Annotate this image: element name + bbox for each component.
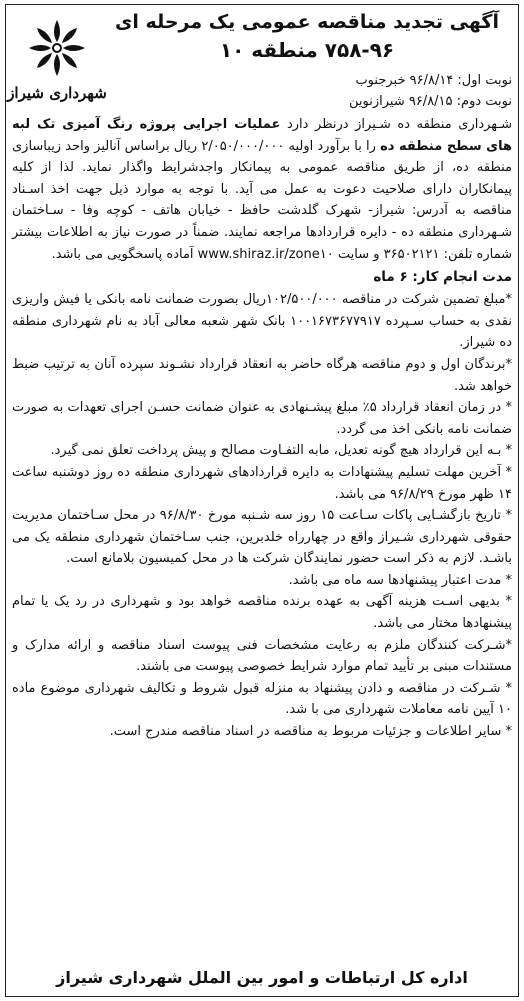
shiraz-municipality-logo-icon <box>25 16 89 80</box>
website-link[interactable]: www.shiraz.ir/zone۱۰ <box>197 246 334 262</box>
condition-item: *برندگان اول و دوم مناقصه هرگاه حاضر به انعقاد قرارداد نشـوند سپرده آنان به ترتیب ضبط خواهد شد. <box>12 356 512 394</box>
issuer-signature: اداره کل ارتباطات و امور بین الملل شهرداری شیراز <box>56 968 468 987</box>
work-duration: مدت انجام کار: ۶ ماه <box>373 269 512 286</box>
second-edition: نوبت دوم: ۹۶/۸/۱۵ شیرازنوین <box>348 94 512 109</box>
condition-item: *مبلغ تضمین شرکت در مناقصه ۱۰۲/۵۰۰/۰۰۰ریال بصورت ضمانت نامه بانکی یا فیش واریزی نقدی به حساب سـپرده ۱۰۰۱۶۷۳۶۷۷۹۱۷ بانک شهر شعبه معالی آباد به نام شهرداری منطقه ده شیراز. <box>12 292 512 351</box>
condition-item: * سایر اطلاعات و جزئیات مربوط به مناقصه در اسناد مناقصه مندرج است. <box>109 724 512 740</box>
intro-a: شـهرداری منطقه ده شـیراز درنظر دارد <box>280 117 512 132</box>
condition-item: * بـه این قرارداد هیچ گونه تعدیل، مابه التفـاوت مصالح و پیش پرداخت تعلق نمی گیرد. <box>50 443 512 459</box>
condition-item: * شـرکت در مناقصه و دادن پیشنهاد به منزله قبول شروط و تکالیف شهرداری موضوع ماده ۱۰ آیین نامه معاملات شهرداری می با شد. <box>12 680 512 718</box>
condition-item: * آخرین مهلت تسلیم پیشنهادات به دایره قراردادهای شهرداری منطقه ده روز دوشنبه ساعت ۱۴ ظهر مورخ ۹۶/۸/۲۹ می باشد. <box>12 464 512 502</box>
first-edition: نوبت اول: ۹۶/۸/۱۴ خبرجنوب <box>355 73 512 88</box>
condition-item: *شـرکت کنندگان ملزم به رعایت مشخصات فنی پیوست اسناد مناقصه و ارائه مدارک و مستندات مبنی بر تأیید تمام موارد شرایط خصوصی پیوست می باشند. <box>12 637 512 675</box>
intro-d: آماده پاسخگویی می باشد. <box>51 246 198 262</box>
project-title: عملیات اجرایی پروژه رنگ آمیزی تک لبه های سطح منطقه ده <box>12 117 512 154</box>
notice-number: ۷۵۸-۹۶ منطقه ۱۰ <box>219 38 395 62</box>
notice-title: آگهی تجدید مناقصه عمومی یک مرحله ای <box>115 11 499 33</box>
intro-paragraph <box>12 114 512 265</box>
conditions-list <box>12 289 512 742</box>
intro-c: را با برآورد اولیه ۲/۰۵۰/۰۰۰/۰۰۰ ریال براساس آنالیز واحد زیباسازی منطقه ده، از طریق مناقصه عمومی به پیمانکار واجدشرایط واگذار نماید. لذا از کلیه پیمانکاران دارای صلاحیت دعوت به عمل می آید. با توجه به موارد ذیل جهت اخذ اسـناد مناقصه به آدرس: شیراز- شهرک گلدشت حافظ - خیابان هاتف - کوچه وفا - سـاختمان شـهرداری منطقه ده - دایره قراردادها مراجعه نمایند. ضمناً در صورت نیاز به اطلاعات بیشتر شماره تلفن: ۳۶۵۰۲۱۲۱ و سایت <box>12 138 512 262</box>
municipality-logo <box>7 16 107 116</box>
condition-item: * در زمان انعقاد قرارداد ۵٪ مبلغ پیشـنهادی به عنوان ضمانت حسـن اجرای تعهدات به صورت ضمانت نامه بانکی اخذ می گردد. <box>12 400 512 437</box>
condition-item: * تاریخ بازگشـایی پاکات سـاعت ۱۵ روز سه شـنبه مورخ ۹۶/۸/۳۰ در محل سـاختمان مدیریت حقوقی شهرداری شـیراز واقع در چهارراه خلدبرین، جنب سـاختمان شهرداری منطقه یک می باشـد. لازم به ذکر است حضور نمایندگان شرکت ها در محل کمیسیون بلامانع است. <box>12 508 513 567</box>
notice-body <box>12 114 512 743</box>
notice-header <box>104 8 510 64</box>
logo-text: شهرداری شیراز <box>7 84 107 102</box>
condition-item: * بدیهی اسـت هزینه آگهی به عهده برنده مناقصه خواهد بود و شهرداری در رد یک یا تمام پیشنهادها مختار می باشد. <box>12 594 512 632</box>
condition-item: * مدت اعتبار پیشنهادها سه ماه می باشد. <box>288 572 512 588</box>
